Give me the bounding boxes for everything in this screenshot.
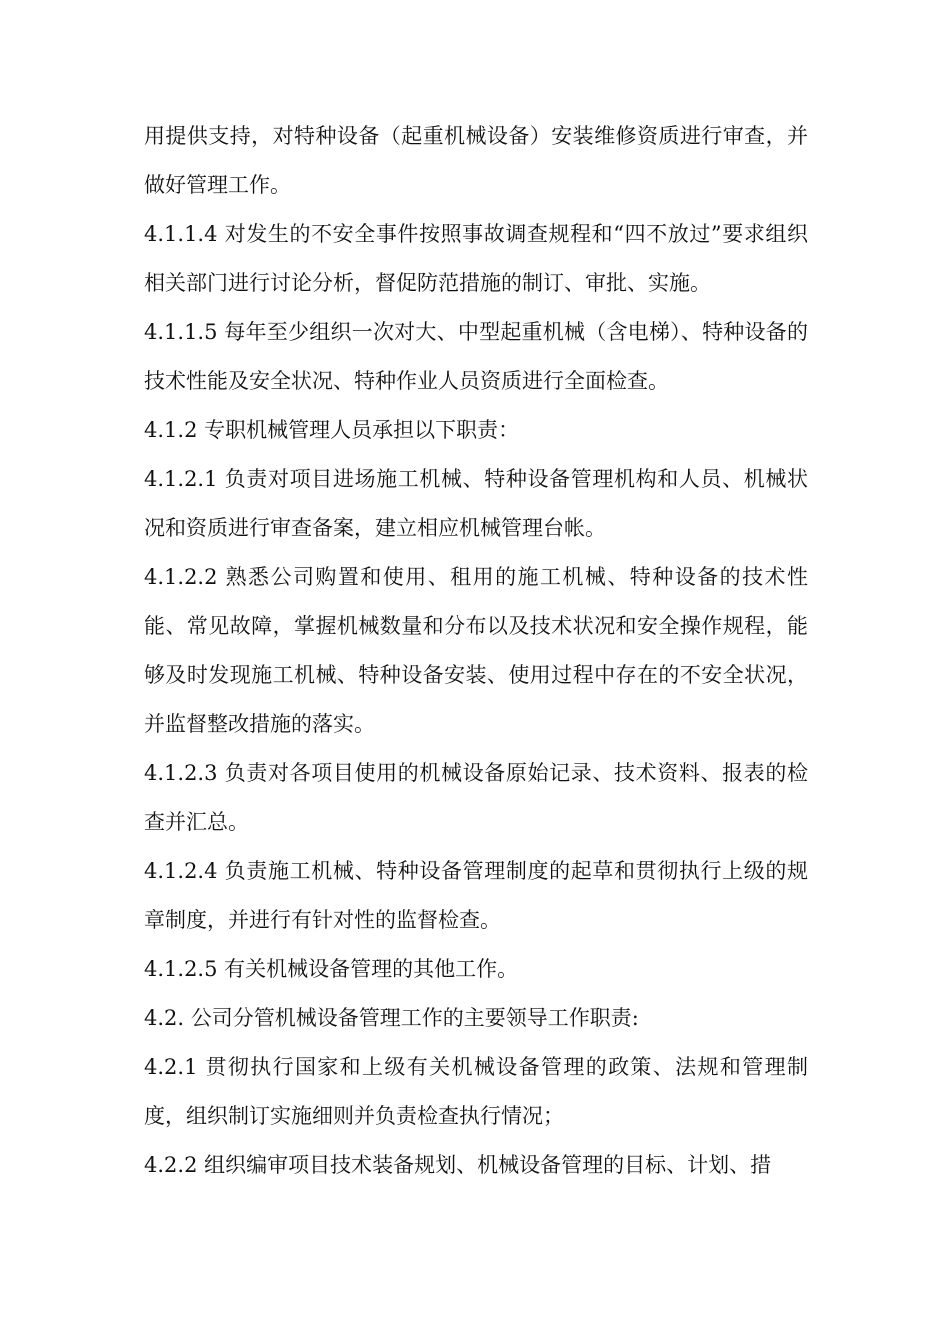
document-body xyxy=(144,112,808,1190)
paragraph-4-1-1-5: 4.1.1.5 每年至少组织一次对大、中型起重机械（含电梯）、特种设备的技术性能及安全状况、特种作业人员资质进行全面检查。 xyxy=(144,320,808,393)
paragraph-4-1-2-3: 4.1.2.3 负责对各项目使用的机械设备原始记录、技术资料、报表的检查并汇总。 xyxy=(144,761,808,834)
paragraph-4-2-1: 4.2.1 贯彻执行国家和上级有关机械设备管理的政策、法规和管理制度，组织制订实施细则并负责检查执行情况； xyxy=(144,1055,808,1128)
paragraph-4-1-2-5: 4.1.2.5 有关机械设备管理的其他工作。 xyxy=(144,957,519,981)
paragraph-4-2: 4.2. 公司分管机械设备管理工作的主要领导工作职责: xyxy=(144,1006,639,1030)
paragraph-4-1-1-4: 4.1.1.4 对发生的不安全事件按照事故调查规程和“四不放过”要求组织相关部门进行讨论分析，督促防范措施的制订、审批、实施。 xyxy=(144,222,808,295)
paragraph-4-1-2-4: 4.1.2.4 负责施工机械、特种设备管理制度的起草和贯彻执行上级的规章制度，并进行有针对性的监督检查。 xyxy=(144,859,808,932)
paragraph-4-2-2: 4.2.2 组织编审项目技术装备规划、机械设备管理的目标、计划、措 xyxy=(144,1153,772,1177)
paragraph-4-1-2-1: 4.1.2.1 负责对项目进场施工机械、特种设备管理机构和人员、机械状况和资质进行审查备案，建立相应机械管理台帐。 xyxy=(144,467,808,540)
paragraph-4-1-2-2: 4.1.2.2 熟悉公司购置和使用、租用的施工机械、特种设备的技术性能、常见故障，掌握机械数量和分布以及技术状况和安全操作规程，能够及时发现施工机械、特种设备安装、使用过程中存在的不安全状况，并监督整改措施的落实。 xyxy=(144,565,808,736)
paragraph-continuation: 用提供支持，对特种设备（起重机械设备）安装维修资质进行审查，并做好管理工作。 xyxy=(144,124,808,197)
paragraph-4-1-2: 4.1.2 专职机械管理人员承担以下职责： xyxy=(144,418,520,442)
